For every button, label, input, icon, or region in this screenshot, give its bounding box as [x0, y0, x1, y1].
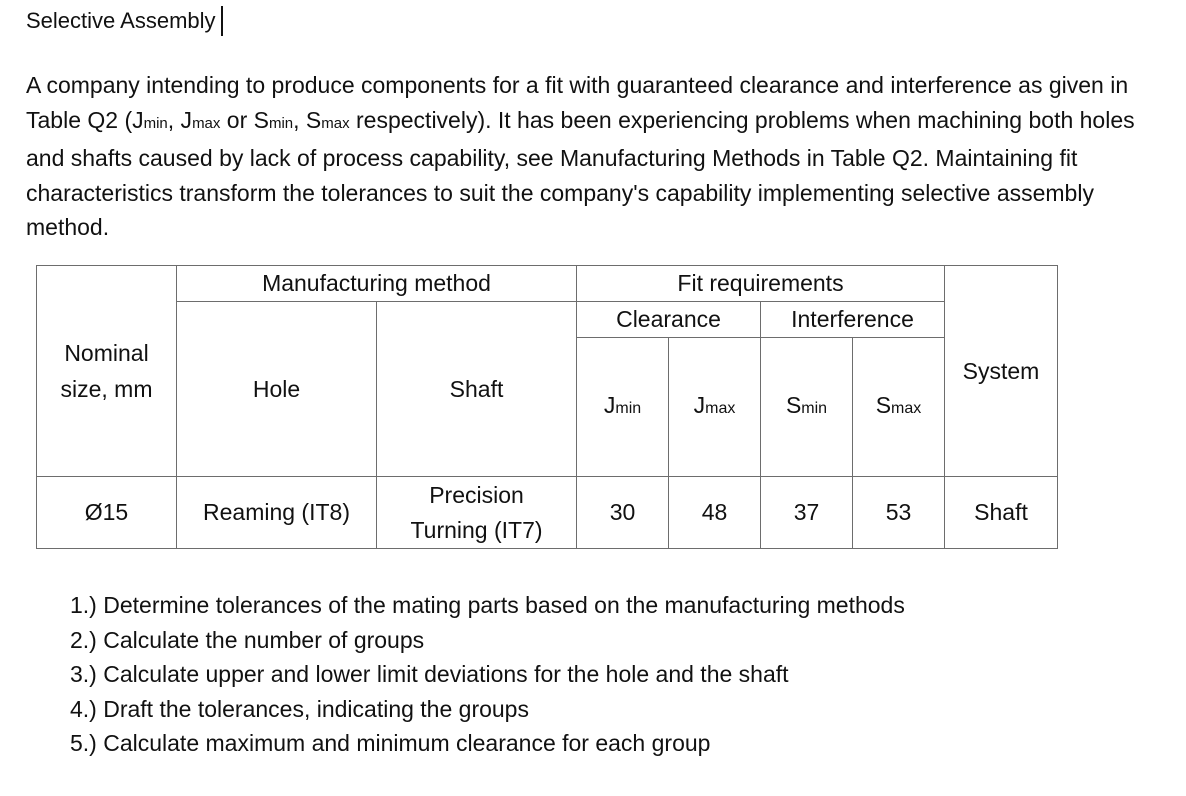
header-clearance: Clearance [577, 302, 761, 338]
task-item: 1.) Determine tolerances of the mating parts based on the manufacturing methods [70, 592, 905, 618]
task-item: 3.) Calculate upper and lower limit deviations for the hole and the shaft [70, 661, 789, 687]
intro-subscript-min-2: min [268, 114, 294, 132]
intro-subscript-min-1: min [143, 114, 168, 132]
header-smax [853, 338, 945, 477]
intro-subscript-max-2: max [321, 114, 350, 132]
table-q2 [36, 265, 1058, 549]
cell-system: Shaft [945, 477, 1058, 549]
cell-hole: Reaming (IT8) [177, 477, 377, 549]
document-title-text: Selective Assembly [26, 8, 216, 33]
intro-text-5: respectively). It has been experiencing problems when machining both holes and shafts caused by lack of process capability, see Manufacturing Methods in Table Q2. Maintaining fit characteristics transform the tolerances to suit the company's capability implementing selective assembly method. [26, 106, 1135, 240]
task-item: 5.) Calculate maximum and minimum clearance for each group [70, 730, 711, 756]
intro-paragraph [26, 68, 1136, 245]
document-title [26, 6, 223, 36]
header-fit-requirements: Fit requirements [577, 266, 945, 302]
header-system: System [945, 266, 1058, 477]
text-cursor [221, 6, 223, 36]
cell-smin: 37 [761, 477, 853, 549]
intro-text-3: or S [220, 106, 269, 133]
header-jmax-letter: J [693, 392, 706, 418]
intro-text-4: , S [293, 106, 322, 133]
header-smin-sub: min [801, 400, 828, 417]
header-smin [761, 338, 853, 477]
cell-jmin: 30 [577, 477, 669, 549]
header-jmin-letter: J [603, 392, 616, 418]
header-smax-sub: max [891, 400, 922, 417]
cell-shaft-line2: Turning (IT7) [410, 516, 543, 543]
header-smin-letter: S [785, 392, 802, 418]
header-jmax-sub: max [705, 400, 736, 417]
header-interference: Interference [761, 302, 945, 338]
cell-jmax: 48 [669, 477, 761, 549]
header-nominal-line2: size, mm [60, 376, 153, 402]
task-item: 4.) Draft the tolerances, indicating the groups [70, 695, 529, 722]
cell-shaft-line1: Precision [429, 481, 524, 508]
task-item: 2.) Calculate the number of groups [70, 626, 425, 653]
cell-shaft [377, 477, 577, 549]
header-jmax [669, 338, 761, 477]
cell-nominal: Ø15 [37, 477, 177, 549]
header-hole: Hole [177, 302, 377, 477]
header-shaft: Shaft [377, 302, 577, 477]
table-row [37, 477, 1058, 549]
intro-text-1: A company intending to produce components for a fit with guaranteed clearance and interference as given in Table Q2 (J [26, 72, 1129, 133]
header-nominal-size [37, 266, 177, 477]
header-manufacturing-method: Manufacturing method [177, 266, 577, 302]
intro-text-2: , J [167, 106, 193, 133]
header-smax-letter: S [875, 392, 892, 418]
task-list [70, 588, 905, 761]
intro-subscript-max-1: max [192, 114, 221, 132]
header-nominal-line1: Nominal [64, 340, 149, 366]
header-jmin-sub: min [615, 400, 642, 417]
cell-smax: 53 [853, 477, 945, 549]
header-jmin [577, 338, 669, 477]
